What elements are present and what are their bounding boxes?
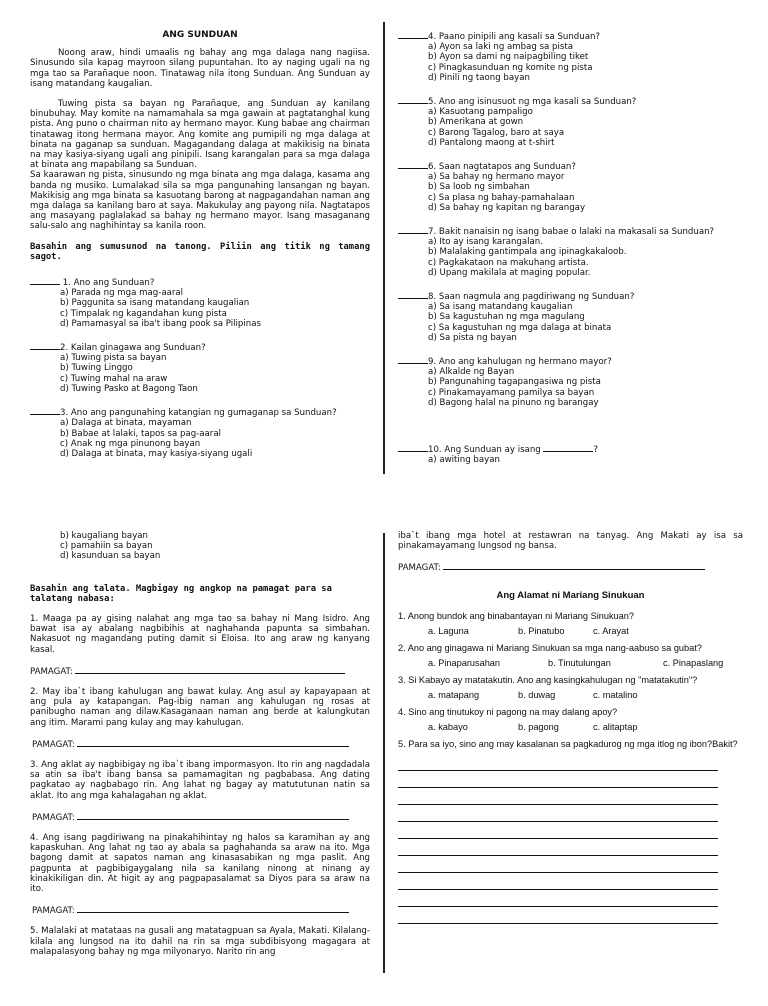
option-list [428,42,743,83]
answer-option: b) Ayon sa dami ng naipagbiling tiket [428,52,589,63]
fill-in-blank[interactable] [543,443,593,452]
answer-blank[interactable] [398,95,428,104]
answer-option: b) Sa kagustuhan ng mga magulang [428,312,585,323]
story-paragraph-2: Tuwing pista sa bayan ng Parañaque, ang Sunduan ay kanilang binubuhay. May komite na namamahala sa mga gawain at pagtatanghal kung pista. Ang puno o chairman nito ay hermano mayor. Kung babae ang chairman tinatawag itong hermana mayor. Ang komite ang pumipili ng mga dalaga at binata na gaganap sa sunduan. Magagandang dalaga at makikisig na binata na may kasiya-siyang ugali ang pinipili. Isang karangalan para sa mga dalaga at binata ang mapabilang sa Sunduan. [30,99,370,171]
answer-option: d) Pantalong maong at t-shirt [428,137,555,148]
answer-option: b) Malalaking gantimpala ang ipinagkakaloob. [428,247,627,258]
story-paragraph-1: Noong araw, hindi umaalis ng bahay ang mga dalaga nang nagiisa. Sinusundo sila kapag mayroon silang pupuntahan. Ito ay naging ugali na ng mga tao sa Parañaque noon. Tinatawag nila itong Sunduan. Ang Sunduan ay isang matandang kaugalian. [30,48,370,89]
answer-option: b) Paggunita sa isang matandang kaugalian [60,298,250,309]
answer-line[interactable] [398,875,718,890]
question-item [30,341,370,353]
question-text: 10. Ang Sunduan ay isang [428,445,544,456]
left-column [30,30,370,471]
question-item [398,355,743,367]
answer-blank[interactable] [30,276,60,285]
paragraph-1: 1. Maaga pa ay gising nalahat ang mga tao sa bahay ni Mang Isidro. Ang bawat isa ay abalang nagbibihis at naghahanda papunta sa simbahan. Nakasuot ng magandang puting damit si Eloisa. Ito ang araw ng kanyang kasal. [30,614,370,655]
answer-option: a. kabayo [428,721,468,732]
question-text: 7. Bakit nanaisin ng isang babae o lalaki na makasali sa Sunduan? [428,227,715,238]
question-text: 1. Ano ang Sunduan? [60,278,155,289]
question-item [398,443,743,455]
option-list [60,418,370,459]
option-list [60,288,370,329]
legend-question: 1. Anong bundok ang binabantayan ni Mariang Sinukuan? [398,610,634,621]
answer-option: c) pamahiin sa bayan [60,541,153,552]
question-text: 3. Ano ang pangunahing katangian ng gumaganap sa Sunduan? [60,408,337,419]
answer-option: a) Parada ng mga mag-aaral [60,288,184,299]
answer-option: d) Tuwing Pasko at Bagong Taon [60,383,198,394]
answer-option: b. Pinatubo [518,625,565,636]
page-two [0,513,768,1003]
column-divider [383,22,385,474]
option-list [428,107,743,148]
answer-option: c. Pinapaslang [663,657,724,668]
pamagat-answer-line[interactable] [443,561,705,570]
page-one [0,0,768,490]
answer-option: b) Babae at lalaki, tapos sa pag-aaral [60,428,221,439]
answer-option: a) Sa isang matandang kaugalian [428,302,573,313]
pamagat-answer-line[interactable] [77,811,349,820]
answer-blank[interactable] [30,406,60,415]
continued-options [60,531,370,562]
option-row [398,657,743,669]
answer-option: c) Barong Tagalog, baro at saya [428,127,565,138]
pamagat-label: PAMAGAT: [32,739,78,750]
question-text: 9. Ano ang kahulugan ng hermano mayor? [428,357,612,368]
question-item [398,225,743,237]
answer-line[interactable] [398,892,718,907]
answer-option: b) Pangunahing tagapangasiwa ng pista [428,377,601,388]
question-instruction: Basahin ang sumusunod na tanong. Piliin ang titik ng tamang sagot. [30,241,370,262]
question-text: 5. Ano ang isinusuot ng mga kasali sa Sunduan? [428,97,637,108]
pamagat-label: PAMAGAT: [30,666,76,677]
option-row [398,689,743,701]
question-text: 4. Paano pinipili ang kasali sa Sunduan? [428,32,600,42]
legend-question: 4. Sino ang tinutukoy ni pagong na may dalang apoy? [398,706,618,717]
legend-questions [398,610,743,733]
answer-option: d) Dalaga at binata, may kasiya-siyang ugali [60,448,253,459]
pamagat-row [30,904,370,916]
answer-option: d) Pamamasyal sa iba't ibang pook sa Pilipinas [60,318,261,329]
answer-option: d) Pinili ng taong bayan [428,72,530,83]
option-list [428,367,743,408]
question-text: 8. Saan nagmula ang pagdiriwang ng Sunduan? [428,292,635,303]
legend-question: 2. Ano ang ginagawa ni Mariang Sinukuan sa mga nang-aabuso sa gubat? [398,642,702,653]
answer-option: c) Tuwing mahal na araw [60,373,168,384]
answer-line[interactable] [398,841,718,856]
question-end: ? [593,445,599,456]
question-list-right [398,30,743,478]
answer-line[interactable] [398,858,718,873]
answer-option: d) Sa pista ng bayan [428,332,517,343]
option-list [428,172,743,213]
answer-option: c) Pinakamayamang pamilya sa bayan [428,387,595,398]
answer-option: a) Kasuotang pampaligo [428,107,533,118]
answer-line[interactable] [398,756,718,771]
question-item [398,290,743,302]
paragraph-5-continued: iba`t ibang mga hotel at restawran na tanyag. Ang Makati ay isa sa pinakamayamang lungsod ng bansa. [398,531,743,552]
answer-blank[interactable] [398,443,428,452]
pamagat-row [30,665,370,677]
option-list [428,237,743,278]
answer-line[interactable] [398,909,718,924]
answer-option: c) Anak ng mga pinunong bayan [60,438,201,449]
left-column [30,531,370,957]
answer-option: c) Sa kagustuhan ng mga dalaga at binata [428,322,612,333]
question-list-left [30,276,370,471]
pamagat-row [398,561,743,573]
answer-option: b. Tinutulungan [548,657,611,668]
answer-option: c) Pinagkasunduan ng komite ng pista [428,62,593,73]
answer-line[interactable] [398,807,718,822]
pamagat-answer-line[interactable] [75,665,345,674]
paragraph-3: 3. Ang aklat ay nagbibigay ng iba`t ibang impormasyon. Ito rin ang nagdadala sa atin sa iba't ibang bansa sa pamamagitan ng pagbabasa. Ang dating pagkatao ay nagbabago rin. Ang lahat ng bagay ay matututunan natin sa aklat. Ito ang mga kahalagahan ng aklat. [30,760,370,801]
answer-option: d) Sa bahay ng kapitan ng barangay [428,202,586,213]
answer-option: a) awiting bayan [428,455,500,466]
answer-option: b) Sa loob ng simbahan [428,182,530,193]
paragraph-5: 5. Malalaki at matataas na gusali ang matatagpuan sa Ayala, Makati. Kilalang-kilala ang lungsod na ito dahil na rin sa mga subdibisyong magagara at malapalasyong bahay ng mga milyonaryo. Narito rin ang [30,926,370,957]
question-item [398,160,743,172]
option-row [398,721,743,733]
answer-lines [398,756,743,924]
answer-option: a) Ito ay isang karangalan. [428,237,543,248]
column-divider [383,533,385,973]
paragraph-list [30,614,370,957]
answer-blank[interactable] [398,355,428,364]
story-title: ANG SUNDUAN [162,30,238,40]
answer-line[interactable] [398,773,718,788]
answer-blank[interactable] [398,160,428,169]
answer-option: b. duwag [518,689,556,700]
question-item [30,276,370,288]
answer-option: d) kasunduan sa bayan [60,551,161,562]
question-text: 6. Saan nagtatapos ang Sunduan? [428,162,576,173]
answer-option: c) Pagkakataon na makuhang artista. [428,257,589,268]
question-text: 2. Kailan ginagawa ang Sunduan? [60,343,206,354]
question-5: 5. Para sa iyo, sino ang may kasalanan sa pagkadurog ng mga itlog ng ibon?Bakit? [398,738,738,749]
answer-option: a) Sa bahay ng hermano mayor [428,172,565,183]
question-item [398,30,743,42]
answer-option: c. Arayat [593,625,629,636]
paragraph-4: 4. Ang isang pagdiriwang na pinakahihintay ng halos sa karamihan ay ang kapaskuhan. Ang lahat ng tao ay abala sa paghahanda sa araw na ito. Mga bagong damit at sapatos naman ang kinasasabikan ng mga paslit. Ang pagpunta at pagbibigaygalang nila sa kanilang ninong at ninang ay kinakikiligan din. At higit ay ang pagpapasalamat sa Diyos para sa araw na ito. [30,833,370,895]
answer-option: a) Ayon sa laki ng ambag sa pista [428,42,574,53]
answer-option: c. matalino [593,689,638,700]
option-row [398,625,743,637]
answer-option: b) kaugaliang bayan [60,531,148,541]
answer-option: a) Alkalde ng Bayan [428,367,515,378]
pamagat-label: PAMAGAT: [32,906,78,917]
answer-line[interactable] [398,824,718,839]
story-paragraph-3: Sa kaarawan ng pista, sinusundo ng mga binata ang mga dalaga, kasama ang banda ng musiko. Lumalakad sila sa mga pangunahing lansangan ng bayan. Makikisig ang mga binata sa kasuotang barong at nagpagandahan naman ang mga dalaga sa kanilang baro at saya. Makukulay ang payong nila. Nagtatapos ang masayang paglalakad sa bahay ng hermano mayor. Isang masaganang salu-salo ang naghihintay sa kanila roon. [30,170,370,232]
option-list [60,353,370,394]
answer-option: c) Sa plasa ng bahay-pamahalaan [428,192,575,203]
answer-option: a) Dalaga at binata, mayaman [60,418,192,429]
answer-blank[interactable] [398,30,428,39]
answer-blank[interactable] [398,290,428,299]
answer-blank[interactable] [30,341,60,350]
right-column [398,30,743,478]
question-item [398,95,743,107]
paragraph-2: 2. May iba`t ibang kahulugan ang bawat kulay. Ang asul ay kapayapaan at ang pula ay katapangan. Pag-ibig naman ang kahulugan ng rosas at panibugho naman ang dilaw.Kasaganaan naman ang berde at kalungkutan ang itim. Marami pang kulay ang may kahulugan. [30,687,370,728]
pamagat-label: PAMAGAT: [398,563,444,574]
pamagat-answer-line[interactable] [77,738,349,747]
answer-line[interactable] [398,790,718,805]
answer-option: c) Timpalak ng kagandahan kung pista [60,308,227,319]
answer-option: c. alitaptap [593,721,638,732]
pamagat-answer-line[interactable] [77,904,349,913]
legend-title: Ang Alamat ni Mariang Sinukuan [496,589,645,601]
pamagat-row [30,738,370,750]
answer-option: b) Tuwing Linggo [60,363,133,374]
answer-option: a. Laguna [428,625,469,636]
answer-option: b) Amerikana at gown [428,117,524,128]
answer-option: a. matapang [428,689,480,700]
answer-blank[interactable] [398,225,428,234]
option-list [428,302,743,343]
answer-option: a) Tuwing pista sa bayan [60,353,167,364]
question-item [30,406,370,418]
answer-option: d) Upang makilala at maging popular. [428,267,591,278]
option-list [428,455,743,465]
answer-option: d) Bagong halal na pinuno ng barangay [428,397,599,408]
answer-option: b. pagong [518,721,559,732]
pamagat-row [30,811,370,823]
pamagat-label: PAMAGAT: [32,812,78,823]
title-instruction: Basahin ang talata. Magbigay ng angkop na pamagat para sa talatang nabasa: [30,583,332,604]
legend-question: 3. Si Kabayo ay matatakutin. Ano ang kasingkahulugan ng "matatakutin"? [398,674,698,685]
answer-option: a. Pinaparusahan [428,657,501,668]
right-column [398,531,743,926]
